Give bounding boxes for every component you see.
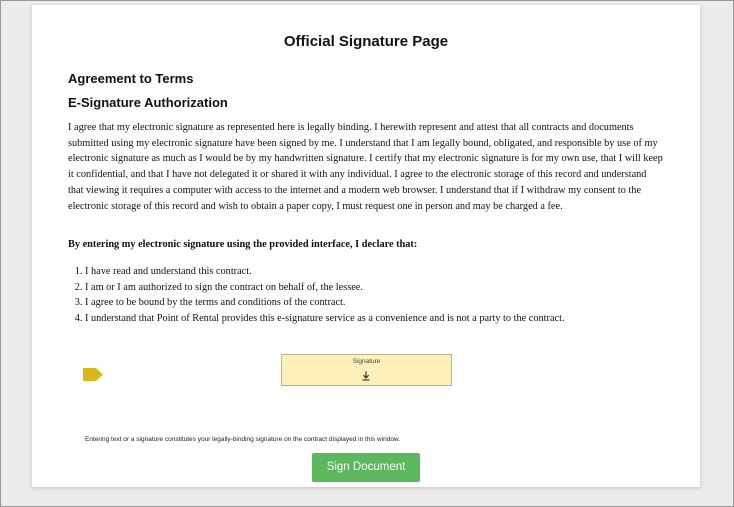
declaration-item: 3. I agree to be bound by the terms and conditions of the contract. [85,295,565,311]
agreement-heading: Agreement to Terms [68,71,194,86]
agreement-text: I agree that my electronic signature as represented here is legally binding. I herewith represent and attest that all contracts and documents submitted using my electronic signature have been signed by me. I understand that I am legally bound, obligated, and responsible by use of my electronic signature as much as I would be by my handwritten signature. I certify that my electronic signature is for my own use, that I will keep it confidential, and that I have not delegated it or shared it with any individual. I agree to the electronic storage of this record and understand that viewing it requires a computer with access to the internet and a modern web browser. I understand that if I withdraw my consent to the electronic storage of this record and wish to obtain a paper copy, I must request one in person and may be charged a fee. [68,122,663,212]
sign-here-marker-icon [83,368,103,381]
declaration-item: 4. I understand that Point of Rental provides this e-signature service as a convenience and is not a party to the contract. [85,311,565,327]
signature-field[interactable] [281,354,452,386]
declaration-item: 1. I have read and understand this contract. [85,264,565,280]
signature-label: Signature [352,358,381,365]
esignature-heading: E-Signature Authorization [68,95,228,110]
signature-page [32,5,700,487]
declaration-text: By entering my electronic signature using the provided interface, I declare that: [68,239,418,250]
legal-notice: Entering text or a signature constitutes your legally-binding signature on the contract displayed in this window. [85,436,401,443]
sign-document-button[interactable]: Sign Document [312,453,420,482]
declaration-list [68,264,565,327]
page-title: Official Signature Page [283,33,449,50]
download-arrow-icon [361,371,371,381]
declaration-item: 2. I am or I am authorized to sign the contract on behalf of, the lessee. [85,280,565,296]
